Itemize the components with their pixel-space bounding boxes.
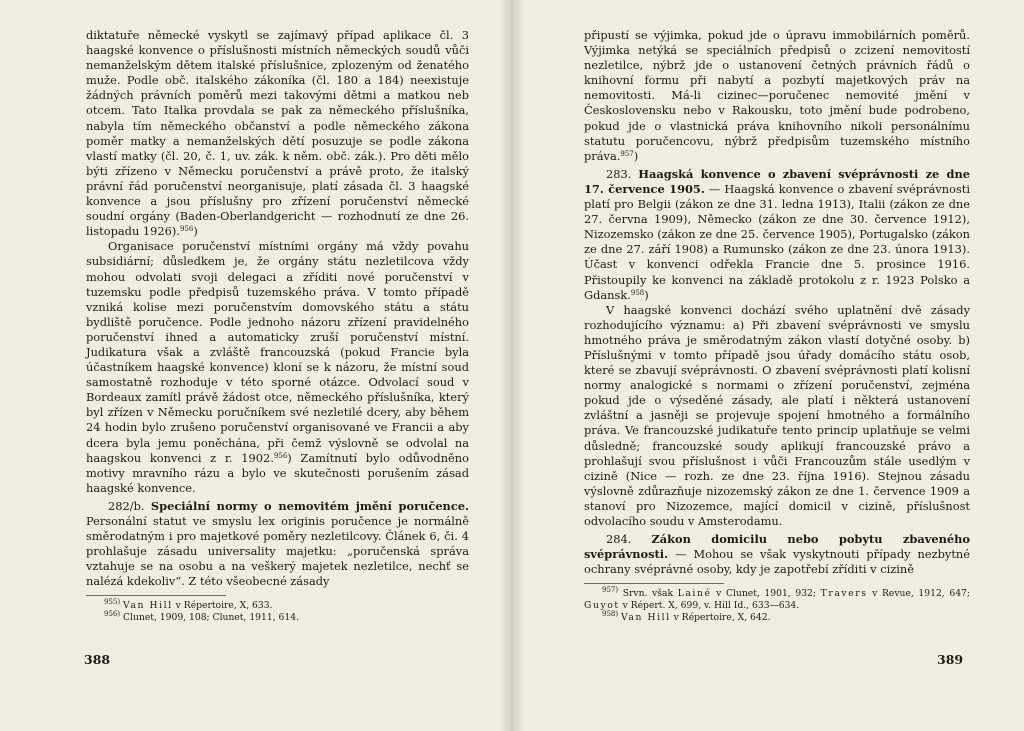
footnote-divider (86, 595, 226, 596)
left-paragraph-2: Organisace poručenství místními orgány má vždy povahu subsidiární; důsledkem je, že orgány státu nezletilcova vždy mohou odvolati svoji delegaci a zříditi nové poručenství v tuzemsku podle předpisů tuzemského práva. V tomto případě vzniká kolise mezi poručenstvím domovského státu a státu bydliště poručence. Podle jednoho názoru zřízení pravidelného poručenství ihned a automaticky zruší poručenství místní. Judikatura však a zvláště francouzská (pokud Francie byla účastníkem haagské konvence) kloní se k názoru, že místní soud samostatně rozhoduje v této sporné otázce. Odvolací soud v Bordeaux zamítl právě žádost otce, německého příslušníka, který byl zřízen v Německu poručníkem své nezletilé dcery, aby během 24 hodin bylo zrušeno poručenství organisované ve Francii a aby dcera byla jemu poněchána, při čemž výslovně se odvolal na haagskou konvenci z r. 1902.$^{956}$) Zamítnutí bylo odůvodněno motivy mravního rázu a bylo ve skutečnosti porušením zásad haagské konvence. (86, 239, 469, 495)
footnote-ref: 957 (620, 149, 634, 158)
book-gutter (500, 0, 524, 731)
section-284: 284. Zákon domicilu nebo pobytu zbaveného svéprávnosti. — Mohou se však vyskytnouti případy nezbytné ochrany svéprávné osoby, kdy je zapotřebí zříditi v cizině (584, 532, 971, 577)
footnote-ref: 958 (630, 288, 645, 297)
right-paragraph-2: V haagské konvenci dochází svého uplatnění dvě zásady rozhodujícího významu: a) Při zbavení svéprávnosti ve smyslu hmotného práva je směrodatným zákon vlastí dotyčné osoby. b) Příslušnými v tomto případě jsou úřady domácího státu osob, které se zbavují svéprávnosti. O zbavení svéprávnosti platí kolisní normy analogické s normami o zřízení poručenství, zejména pokud jde o výseděné zásady, ale platí i některá ustanovení zvláštní a jasněji se projevuje spojení hmotného a formálního práva. Ve francouzské judikatuře tento princip uplatňuje se velmi důsledně; francouzské soudy aplikují francouzské právo a prohlašují svou příslušnost i vůči Francouzům stále usedlým v cizině (Nice — rozh. ze dne 23. října 1916). Stejnou zásadu výslovně zdůrazňuje nizozemský zákon ze dne 1. července 1909 a stanoví pro Nizozemce, mající domicil v cizině, příslušnost odvolacího soudu v Amsterodamu. (584, 302, 970, 528)
left-page (86, 28, 469, 624)
page-number-right: 389 (937, 652, 964, 667)
right-paragraph-1: připustí se výjimka, pokud jde o úpravu immobilárních poměrů. Výjimka netýká se speciálních předpisů o zcizení nemovitostí nezletilce, nýbrž jde o ustanovení četných právních řádů o knihovní formu při nabytí a pozbytí majetkových práv na nemovitosti. Má-li cizinec—poručenec nemovité jmění v Československu nebo v Rakousku, toto jmění bude podrobeno, pokud jde o vlastnická práva knihovního nikoli personálnímu statutu poručencovu, nýbrž předpisům tuzemského místního práva.$^{957}$) (584, 28, 970, 163)
section-title: Haagská konvence o zbavení svéprávnosti ze dne 17. července 1905. (584, 166, 970, 196)
section-283: 283. Haagská konvence o zbavení svéprávnosti ze dne 17. července 1905. — Haagská konvence o zbavení svéprávnosti platí pro Belgii (zákon ze dne 31. ledna 1913), Italii (zákon ze dne 27. června 1909), Německo (zákon ze dne 30. července 1912), Nizozemsko (zákon ze dne 25. července 1905), Portugalsko (zákon ze dne 27. září 1908) a Rumunsko (zákon ze dne 23. února 1913). Účast v konvenci odřekla Francie dne 5. prosince 1916. Přistoupily ke konvenci na základě protokolu z r. 1923 Polsko a Gdansk.$^{958}$) (584, 166, 971, 302)
page-number-left: 388 (84, 652, 111, 667)
section-number: 284. (606, 532, 632, 547)
footnote-ref: 956 (179, 225, 194, 234)
right-footnotes (584, 588, 970, 624)
footnote-ref: 956 (273, 451, 288, 460)
right-page (584, 28, 970, 624)
section-282b: 282/b. Speciální normy o nemovitém jmění poručence. Personální statut ve smyslu lex originis poručence je normálně směrodatným i pro majetkové poměry nezletilcovy. Článek 6, či. 4 prohlašuje zásadu universality majetku: „poručenská správa vztahuje se na osobu a na veškerý majetek nezletilce, nechť se nalézá kdekoliv“. Z této všeobecné zásady (86, 498, 469, 589)
footnote-956: $^{956)}$ Clunet, 1909, 108; Clunet, 1911, 614. (104, 610, 300, 624)
section-number: 282/b. (108, 498, 145, 513)
section-number: 283. (606, 166, 632, 181)
left-paragraph-1: diktatuře německé vyskytl se zajímavý případ aplikace čl. 3 haagské konvence o příslušnosti místních německých soudů vůči nemanželským dětem italské příslušnice, zplozeným od ženatého muže. Podle obč. italského zákoníka (čl. 180 a 184) neexistuje žádných právních poměrů mezi takovými dětmi a matkou neb otcem. Tato Italka provdala se pak za německého příslušníka, nabyla tím německého občanství a podle německého zákona poměr matky a nemanželských dětí posuzuje se podle zákona vlastí matky (čl. 20, č. 1, uv. zák. k něm. obč. zák.). Pro děti mělo býti zřízeno v Německu poručenství a právě proto, že italský právní řád poručenství neorganisuje, platí zásada čl. 3 haagské konvence a jsou příslušny pro zřízení poručenství německé soudní orgány (Baden-Oberlandgericht — rozhodnutí ze dne 26. listopadu 1926).$^{956}$) (86, 28, 469, 239)
section-title: Zákon domicilu nebo pobytu zbaveného svéprávnosti. (584, 532, 971, 562)
footnote-958: $^{958)}$ Van Hill v Répertoire, X, 642. (602, 610, 771, 624)
footnote-divider (584, 583, 724, 584)
footnote-955: $^{955)}$ Van Hill v Répertoire, X, 633. (104, 598, 273, 612)
section-title: Speciální normy o nemovitém jmění poručence. (150, 498, 469, 513)
left-footnotes (86, 600, 469, 624)
footnote-957: $^{957)}$ Srvn. však Lainé v Clunet, 1901, 932; Travers v Revue, 1912, 647; Guyot v Répert. X, 699, v. Hill Id., 633—634. (584, 586, 970, 612)
